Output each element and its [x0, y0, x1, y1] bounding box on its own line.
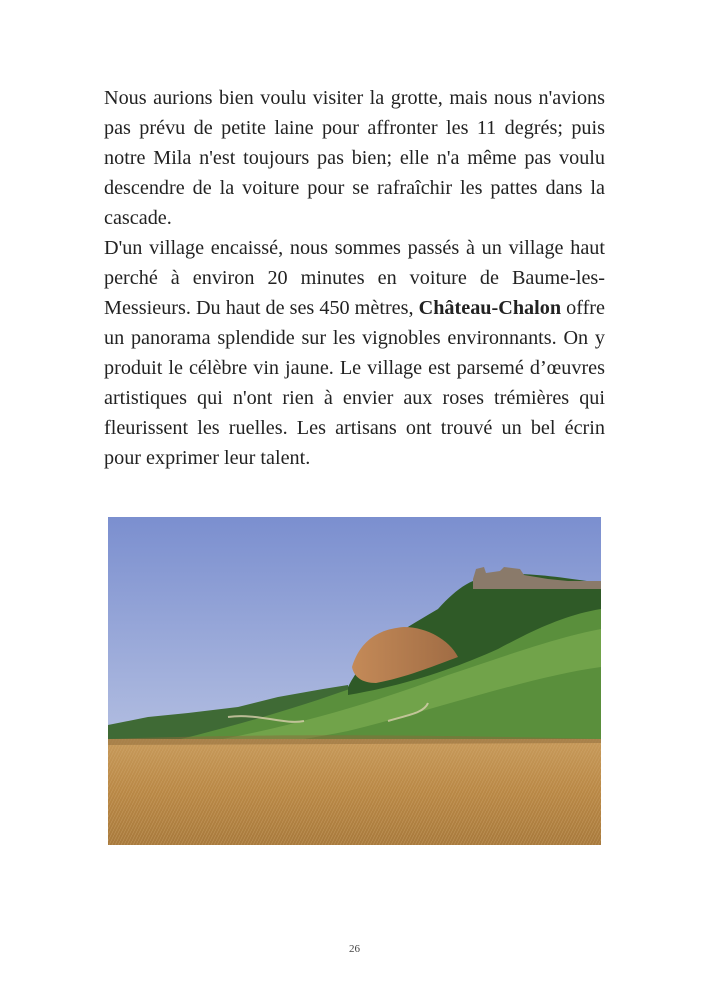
- landscape-photo: [108, 517, 601, 845]
- paragraph-grotte: Nous aurions bien voulu visiter la grotte, mais nous n'avions pas prévu de petite laine pour affronter les 11 degrés; puis notre Mila n'est toujours pas bien; elle n'a même pas voulu descendre de la voiture pour se rafraîchir les pattes dans la cascade.: [104, 87, 605, 229]
- paragraph-text-start: D'un village encaissé, nous sommes passés à un village haut perché à environ 20 minutes en voiture de Baume-les-Messieurs. Du haut de ses 450 mètres,: [104, 237, 605, 319]
- paragraph-chateau-chalon: [104, 233, 605, 473]
- body-text: [104, 83, 605, 473]
- paragraph-text-end: offre un panorama splendide sur les vignobles environnants. On y produit le célèbre vin jaune. Le village est parsemé d’œuvres artistiques qui n'ont rien à envier aux roses trémières qui fleurissent les ruelles. Les artisans ont trouvé un bel écrin pour exprimer leur talent.: [104, 297, 605, 469]
- page-number: 26: [349, 943, 360, 955]
- place-name-bold: Château-Chalon: [418, 297, 562, 319]
